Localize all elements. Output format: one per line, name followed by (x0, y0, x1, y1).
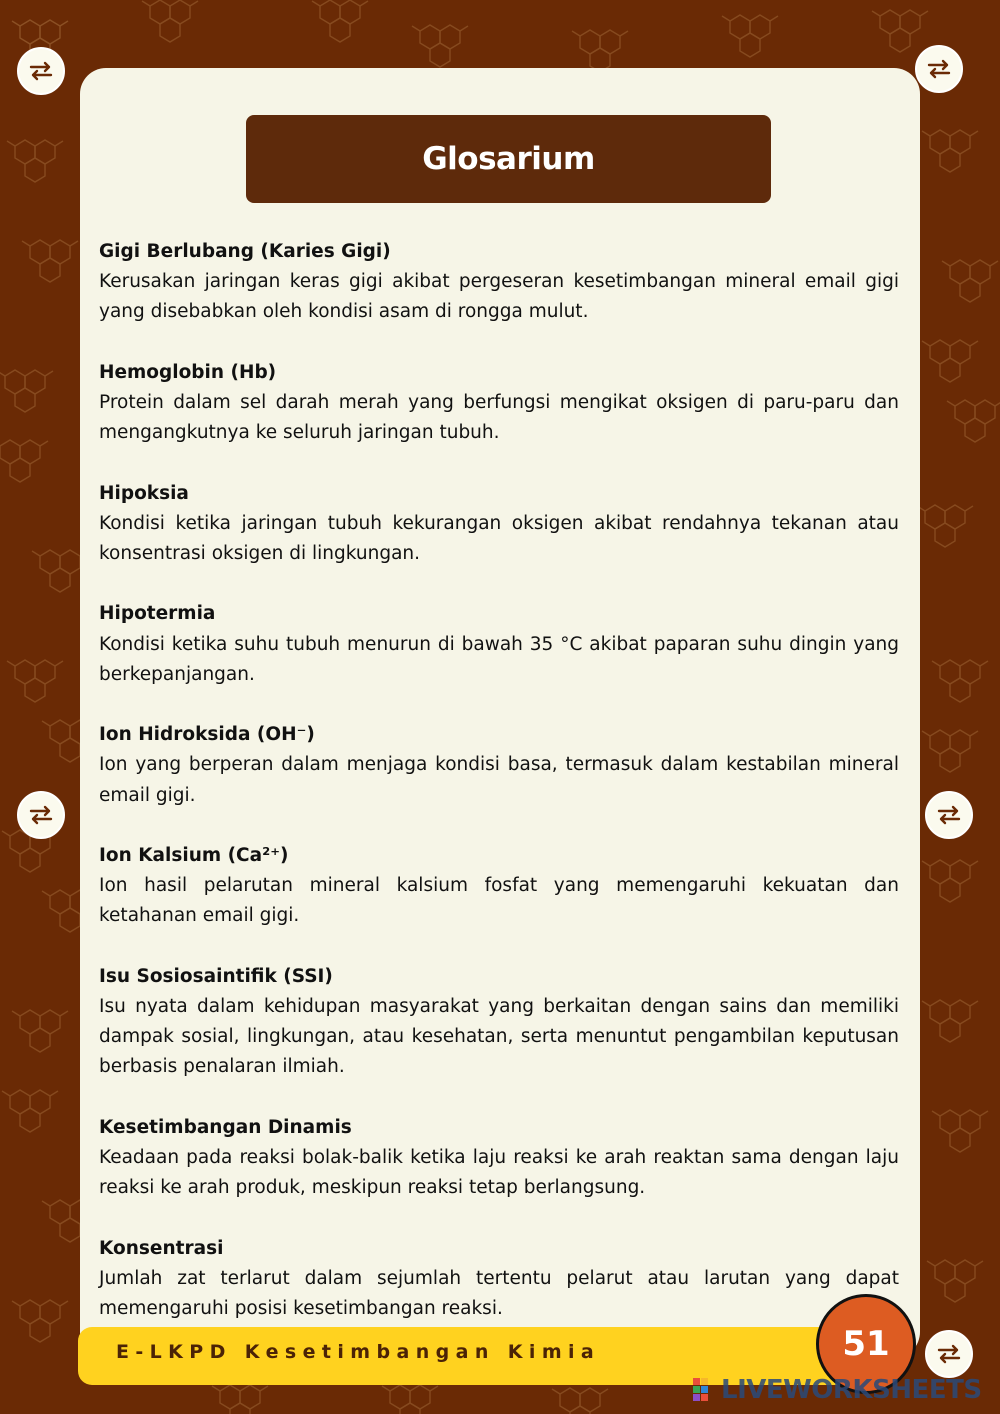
glossary-term: Kesetimbangan Dinamis (99, 1116, 352, 1138)
swap-arrows-icon (17, 47, 65, 95)
watermark-text: LIVEWORKSHEETS (721, 1375, 982, 1405)
glossary-definition: Kondisi ketika jaringan tubuh kekurangan oksigen akibat rendahnya tekanan atau konsentrasi oksigen di lingkungan. (99, 512, 899, 564)
glossary-entry (99, 358, 899, 449)
liveworksheets-logo-icon (693, 1378, 717, 1402)
liveworksheets-watermark (693, 1374, 982, 1406)
swap-arrows-icon (17, 791, 65, 839)
footer-label: E-LKPD Kesetimbangan Kimia (116, 1341, 601, 1363)
glossary-term: Hipotermia (99, 603, 216, 625)
glossary-definition: Ion hasil pelarutan mineral kalsium fosfat yang memengaruhi kekuatan dan ketahanan email gigi. (99, 875, 899, 927)
glossary-term: Hipoksia (99, 482, 189, 504)
glossary-entry (99, 1234, 899, 1325)
glossary-definition: Kondisi ketika suhu tubuh menurun di bawah 35 °C akibat paparan suhu dingin yang berkepanjangan. (99, 633, 899, 685)
glossary-definition: Keadaan pada reaksi bolak-balik ketika laju reaksi ke arah reaktan sama dengan laju reaksi ke arah produk, meskipun reaksi tetap berlangsung. (99, 1146, 899, 1199)
glossary-definition: Isu nyata dalam kehidupan masyarakat yang berkaitan dengan sains dan memiliki dampak sosial, lingkungan, atau kesehatan, serta menuntut pengambilan keputusan berbasis penalaran ilmiah. (99, 995, 899, 1078)
glossary-entry (99, 962, 899, 1083)
glossary-entry (99, 599, 899, 690)
glossary-entry (99, 479, 899, 570)
glossary-definition: Jumlah zat terlarut dalam sejumlah tertentu pelarut atau larutan yang dapat memengaruhi posisi kesetimbangan reaksi. (99, 1267, 899, 1319)
glossary-term: Konsentrasi (99, 1237, 224, 1259)
glossary-definition: Protein dalam sel darah merah yang berfungsi mengikat oksigen di paru-paru dan mengangkutnya ke seluruh jaringan tubuh. (99, 392, 899, 444)
page-title: Glosarium (422, 141, 595, 177)
title-banner (246, 115, 771, 203)
glossary-entry (99, 237, 899, 328)
glossary-term: Ion Kalsium (Ca²⁺) (99, 844, 289, 866)
glossary-definition: Kerusakan jaringan keras gigi akibat pergeseran kesetimbangan mineral email gigi yang disebabkan oleh kondisi asam di rongga mulut. (99, 271, 899, 323)
swap-arrows-icon (925, 1330, 973, 1378)
glossary-entry (99, 1113, 899, 1204)
glossary-term: Gigi Berlubang (Karies Gigi) (99, 241, 391, 262)
swap-arrows-icon (925, 791, 973, 839)
glossary-term: Hemoglobin (Hb) (99, 361, 277, 383)
swap-arrows-icon (915, 45, 963, 93)
glossary-term: Ion Hidroksida (OH⁻) (99, 724, 315, 746)
page-number: 51 (842, 1324, 890, 1364)
glossary-term: Isu Sosiosaintifik (SSI) (99, 965, 333, 987)
glossary-list (99, 237, 899, 1354)
glossary-entry (99, 720, 899, 811)
glossary-definition: Ion yang berperan dalam menjaga kondisi basa, termasuk dalam kestabilan mineral email gigi. (99, 754, 899, 806)
glossary-entry (99, 841, 899, 932)
